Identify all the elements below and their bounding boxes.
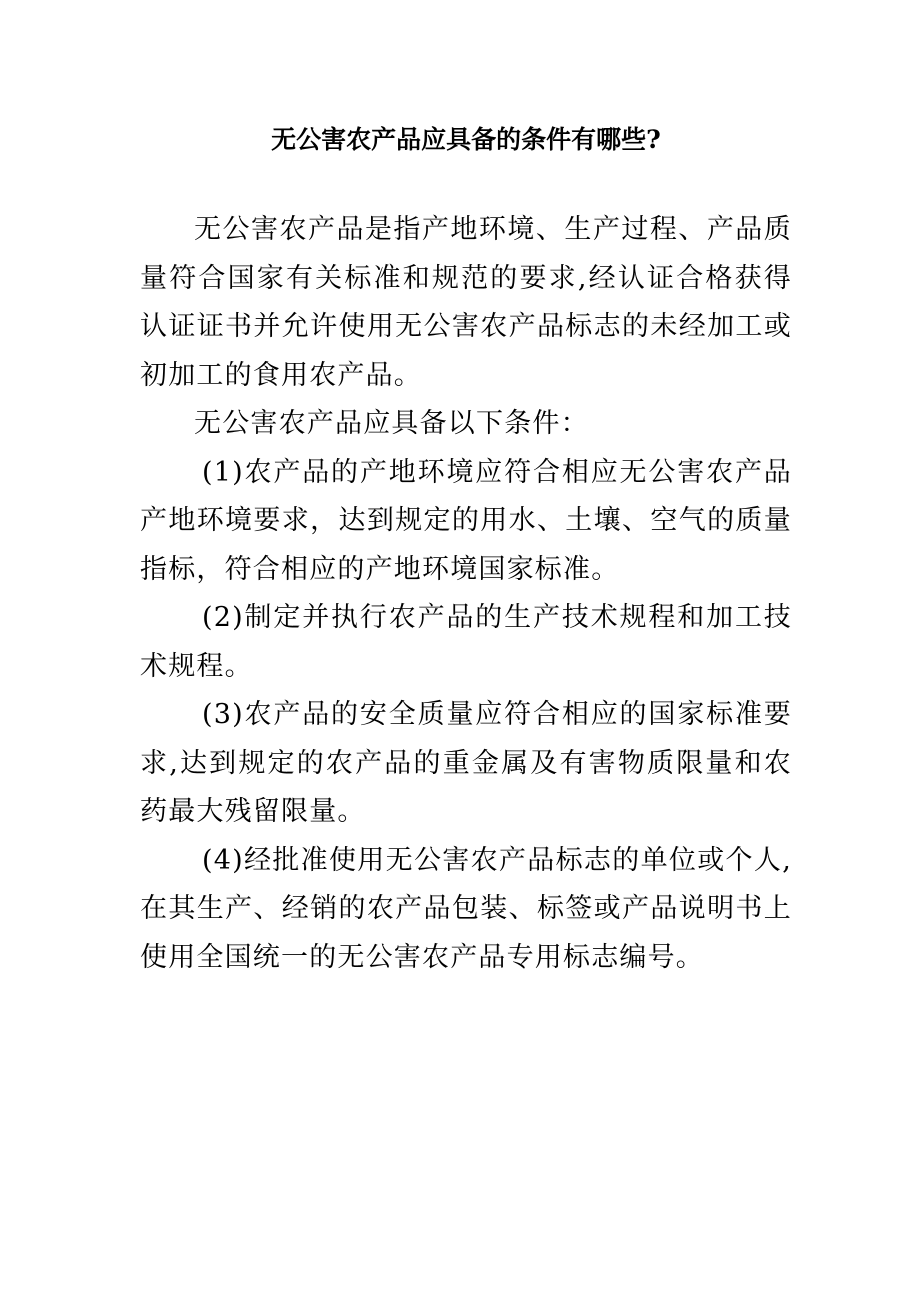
definition-paragraph: 无公害农产品是指产地环境、生产过程、产品质量符合国家有关标准和规范的要求,经认证合格获得认证证书并允许使用无公害农产品标志的未经加工或初加工的食用农产品。 (140, 214, 792, 391)
condition-item-3: (3)农产品的安全质量应符合相应的国家标准要求,达到规定的农产品的重金属及有害物质限量和农药最大残留限量。 (140, 699, 792, 827)
document-title: 无公害农产品应具备的条件有哪些? (271, 125, 661, 154)
condition-item-1: (1)农产品的产地环境应符合相应无公害农产品产地环境要求，达到规定的用水、土壤、空气的质量指标，符合相应的产地环境国家标准。 (140, 456, 792, 585)
condition-item-2: (2)制定并执行农产品的生产技术规程和加工技术规程。 (140, 602, 792, 682)
document-page (140, 118, 792, 982)
conditions-intro: 无公害农产品应具备以下条件： (194, 408, 589, 439)
condition-item-4: (4)经批准使用无公害农产品标志的单位或个人,在其生产、经销的农产品包装、标签或产品说明书上使用全国统一的无公害农产品专用标志编号。 (140, 844, 792, 973)
